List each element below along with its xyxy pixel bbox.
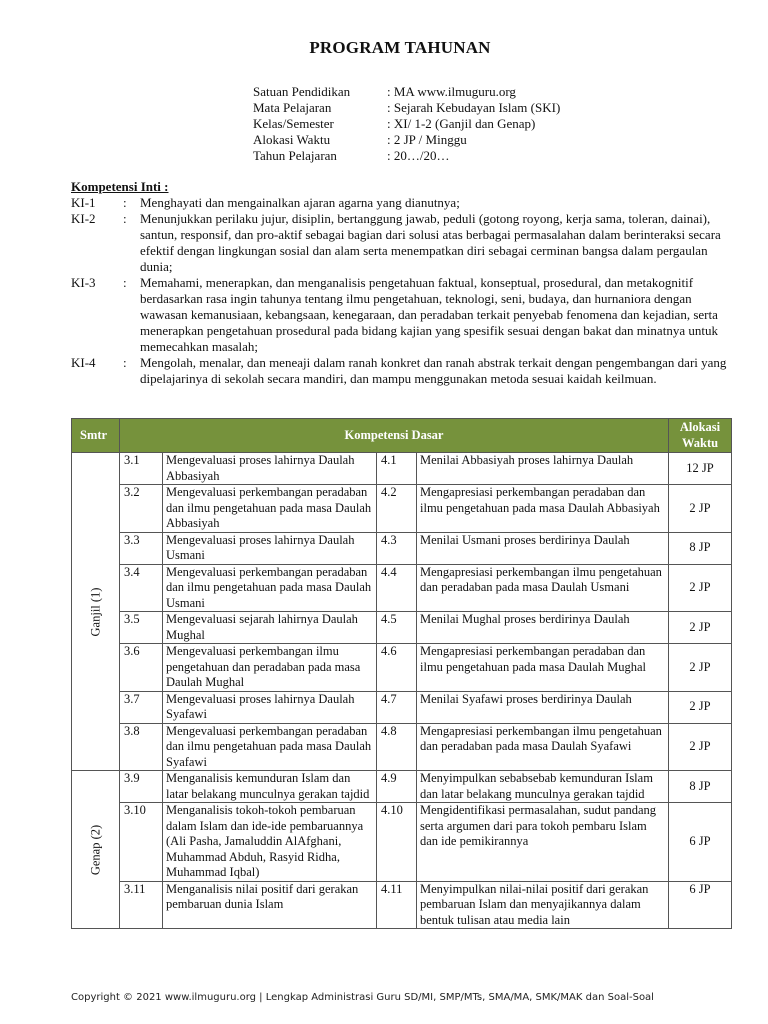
table-row — [72, 532, 732, 564]
table-row — [72, 771, 732, 803]
kd4-number: 4.8 — [377, 723, 417, 771]
meta-value: : XI/ 1-2 (Ganjil dan Genap) — [387, 116, 536, 131]
kd3-text: Mengevaluasi perkembangan peradaban dan ilmu pengetahuan pada masa Daulah Syafawi — [163, 723, 377, 771]
alokasi-waktu: 2 JP — [669, 691, 732, 723]
footer-copyright: Copyright © 2021 www.ilmuguru.org | Lengkap Administrasi Guru SD/MI, SMP/MTs, SMA/MA, SMK/MAK dan Soal-Soal — [71, 992, 654, 1003]
ki-colon: : — [123, 211, 127, 226]
table-row — [72, 691, 732, 723]
kd3-text: Mengevaluasi proses lahirnya Daulah Syafawi — [163, 691, 377, 723]
alokasi-waktu: 6 JP — [669, 803, 732, 882]
ki-heading: Kompetensi Inti : — [71, 179, 169, 194]
kd3-number: 3.7 — [120, 691, 163, 723]
kd4-text: Menilai Syafawi proses berdirinya Daulah — [417, 691, 669, 723]
ki-colon: : — [123, 355, 127, 370]
kd4-text: Menyimpulkan sebabsebab kemunduran Islam dan latar belakang munculnya gerakan tajdid — [417, 771, 669, 803]
meta-value: : MA www.ilmuguru.org — [387, 84, 516, 99]
table-row — [72, 644, 732, 692]
table-row — [72, 453, 732, 485]
alokasi-waktu: 2 JP — [669, 644, 732, 692]
header-alokasi-waktu: Alokasi Waktu — [669, 419, 732, 453]
meta-row — [253, 132, 560, 148]
ki-text: Mengolah, menalar, dan meneaji dalam ranah konkret dan ranah abstrak terkait dengan pengembangan dari yang dipelajarinya di sekolah secara mandiri, dan mampu menggunakan metoda sesuai kaidah keilmuan. — [140, 355, 727, 386]
semester-cell — [72, 771, 120, 929]
kd4-number: 4.2 — [377, 485, 417, 533]
kd3-text: Mengevaluasi proses lahirnya Daulah Abbasiyah — [163, 453, 377, 485]
table-header-row — [72, 419, 732, 453]
ki-code: KI-4 — [71, 355, 96, 370]
kd3-number: 3.11 — [120, 881, 163, 929]
ki-item — [71, 275, 731, 355]
kd4-text: Mengapresiasi perkembangan peradaban dan ilmu pengetahuan pada masa Daulah Abbasiyah — [417, 485, 669, 533]
meta-value: : Sejarah Kebudayan Islam (SKI) — [387, 100, 561, 115]
meta-value: : 20…/20… — [387, 148, 450, 163]
alokasi-waktu: 6 JP — [669, 881, 732, 929]
kd4-number: 4.3 — [377, 532, 417, 564]
kd3-number: 3.9 — [120, 771, 163, 803]
kd4-number: 4.10 — [377, 803, 417, 882]
kd3-number: 3.3 — [120, 532, 163, 564]
page-title: PROGRAM TAHUNAN — [309, 38, 491, 57]
kd4-number: 4.9 — [377, 771, 417, 803]
ki-code: KI-2 — [71, 211, 96, 226]
alokasi-waktu: 2 JP — [669, 612, 732, 644]
ki-colon: : — [123, 275, 127, 290]
ki-item — [71, 195, 731, 211]
kompetensi-dasar-table — [71, 418, 732, 929]
alokasi-waktu: 2 JP — [669, 485, 732, 533]
kd4-number: 4.7 — [377, 691, 417, 723]
table-body — [72, 453, 732, 929]
kd4-number: 4.4 — [377, 564, 417, 612]
kd3-text: Mengevaluasi perkembangan peradaban dan ilmu pengetahuan pada masa Daulah Usmani — [163, 564, 377, 612]
kd3-number: 3.6 — [120, 644, 163, 692]
meta-label: Kelas/Semester — [253, 116, 334, 131]
header-smtr: Smtr — [72, 419, 120, 453]
kd3-text: Mengevaluasi sejarah lahirnya Daulah Mughal — [163, 612, 377, 644]
meta-label: Satuan Pendidikan — [253, 84, 351, 99]
header-kompetensi-dasar: Kompetensi Dasar — [120, 419, 669, 453]
kd3-text: Menganalisis tokoh-tokoh pembaruan dalam Islam dan ide-ide pembaruannya (Ali Pasha, Jamaluddin AlAfghani, Muhammad Abduh, Rasyid Ridha, Muhammad Iqbal) — [163, 803, 377, 882]
meta-row — [253, 116, 560, 132]
table-row — [72, 881, 732, 929]
document-meta — [253, 84, 560, 164]
meta-label: Tahun Pelajaran — [253, 148, 337, 163]
ki-text: Menghayati dan mengainalkan ajaran agarna yang dianutnya; — [140, 195, 460, 210]
meta-row — [253, 100, 560, 116]
kd3-number: 3.8 — [120, 723, 163, 771]
table-row — [72, 803, 732, 882]
kd4-text: Menilai Mughal proses berdirinya Daulah — [417, 612, 669, 644]
ki-code: KI-3 — [71, 275, 96, 290]
kd3-number: 3.10 — [120, 803, 163, 882]
kd4-number: 4.6 — [377, 644, 417, 692]
alokasi-waktu: 2 JP — [669, 723, 732, 771]
table-row — [72, 485, 732, 533]
kd4-text: Mengidentifikasi permasalahan, sudut pandang serta argumen dari para tokoh pembaru Islam dan ide pemikirannya — [417, 803, 669, 882]
table-row — [72, 723, 732, 771]
alokasi-waktu: 12 JP — [669, 453, 732, 485]
kd4-text: Mengapresiasi perkembangan ilmu pengetahuan dan peradaban pada masa Daulah Usmani — [417, 564, 669, 612]
semester-cell — [72, 453, 120, 771]
kd3-text: Menganalisis kemunduran Islam dan latar belakang munculnya gerakan tajdid — [163, 771, 377, 803]
meta-value: : 2 JP / Minggu — [387, 132, 467, 147]
alokasi-waktu: 8 JP — [669, 771, 732, 803]
ki-list — [71, 195, 731, 387]
table-row — [72, 564, 732, 612]
kd3-number: 3.2 — [120, 485, 163, 533]
kd4-number: 4.5 — [377, 612, 417, 644]
semester-label: Ganjil (1) — [87, 587, 102, 636]
kd4-text: Menyimpulkan nilai-nilai positif dari gerakan pembaruan Islam dan menyajikannya dalam bentuk tulisan atau media lain — [417, 881, 669, 929]
kd4-text: Mengapresiasi perkembangan ilmu pengetahuan dan peradaban pada masa Daulah Syafawi — [417, 723, 669, 771]
semester-label: Genap (2) — [87, 824, 102, 875]
kd3-text: Mengevaluasi perkembangan peradaban dan ilmu pengetahuan pada masa Daulah Abbasiyah — [163, 485, 377, 533]
kd3-number: 3.4 — [120, 564, 163, 612]
kd3-number: 3.5 — [120, 612, 163, 644]
ki-item — [71, 355, 731, 387]
kd4-number: 4.11 — [377, 881, 417, 929]
kd4-text: Mengapresiasi perkembangan peradaban dan ilmu pengetahuan pada masa Daulah Mughal — [417, 644, 669, 692]
alokasi-waktu: 2 JP — [669, 564, 732, 612]
ki-item — [71, 211, 731, 275]
kd3-text: Mengevaluasi proses lahirnya Daulah Usmani — [163, 532, 377, 564]
table-row — [72, 612, 732, 644]
meta-label: Mata Pelajaran — [253, 100, 332, 115]
kd3-number: 3.1 — [120, 453, 163, 485]
ki-colon: : — [123, 195, 127, 210]
ki-code: KI-1 — [71, 195, 96, 210]
alokasi-waktu: 8 JP — [669, 532, 732, 564]
meta-row — [253, 148, 560, 164]
ki-text: Menunjukkan perilaku jujur, disiplin, bertanggung jawab, peduli (gotong royong, kerja sama, toleran, dainai), santun, responsif, dan pro-aktif sebagai bagian dari solusi atas berbagai permasalahan dalam berinteraksi secara efektif dengan lingkungan sosial dan alam serta menempatkan diri sebagai cerminan bangsa dalam pergaulan dunia; — [140, 211, 721, 274]
kd3-text: Menganalisis nilai positif dari gerakan pembaruan dunia Islam — [163, 881, 377, 929]
meta-row — [253, 84, 560, 100]
kd4-text: Menilai Usmani proses berdirinya Daulah — [417, 532, 669, 564]
ki-text: Memahami, menerapkan, dan menganalisis pengetahuan faktual, konseptual, prosedural, dan metakognitif berdasarkan rasa ingin tahunya tentang ilmu pengetahuan, teknologi, seni, budaya, dan hurnaniora dengan wawasan kemanusiaan, kebangsaan, kenegaraan, dan peradaban terkait penyebab fenomena dan kejadian, serta menerapkan pengetahuan prosedural pada bidang kajian yang spesifik sesuai dengan bakat dan minatnya untuk memecahkan masalah; — [140, 275, 718, 354]
kd4-number: 4.1 — [377, 453, 417, 485]
kd4-text: Menilai Abbasiyah proses lahirnya Daulah — [417, 453, 669, 485]
kd3-text: Mengevaluasi perkembangan ilmu pengetahuan dan peradaban pada masa Daulah Mughal — [163, 644, 377, 692]
meta-label: Alokasi Waktu — [253, 132, 331, 147]
